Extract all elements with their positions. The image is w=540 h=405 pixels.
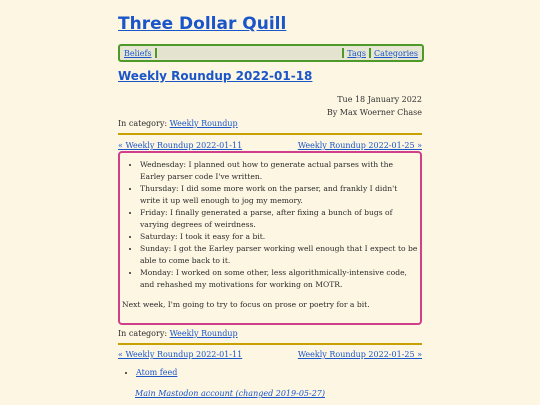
nav-divider — [342, 48, 344, 58]
nav-tags-link[interactable]: Tags — [347, 48, 366, 58]
list-item: • Wednesday: I planned out how to generate actual parses with the Earley parser code I've written. — [140, 159, 418, 183]
nav-spacer — [158, 48, 342, 58]
nav-bar — [118, 44, 424, 62]
post-pager-bottom — [118, 350, 422, 359]
category-link[interactable]: Weekly Roundup — [169, 119, 238, 128]
roundup-list — [122, 159, 418, 291]
divider-rule — [118, 343, 422, 345]
category-link[interactable]: Weekly Roundup — [169, 329, 238, 338]
category-label: In category: — [118, 329, 168, 338]
nav-beliefs-link[interactable]: Beliefs — [124, 48, 152, 58]
post-content — [118, 151, 422, 325]
list-item: • Sunday: I got the Earley parser working well enough that I expect to be able to come back to it. — [140, 243, 418, 267]
mastodon-link[interactable]: Main Mastodon account (changed 2019-05-27) — [135, 389, 325, 398]
divider-rule — [118, 133, 422, 135]
atom-feed-link[interactable]: Atom feed — [136, 368, 178, 377]
category-label: In category: — [118, 119, 168, 128]
prev-post-link[interactable]: « Weekly Roundup 2022-01-11 — [118, 141, 243, 150]
list-item: • Monday: I worked on some other, less algorithmically-intensive code, and rehashed my motivations for working on MOTR. — [140, 267, 418, 291]
post-date: Tue 18 January 2022 — [337, 95, 422, 104]
footer-links — [118, 368, 177, 377]
next-post-link[interactable]: Weekly Roundup 2022-01-25 » — [297, 350, 422, 359]
list-item: • Thursday: I did some more work on the parser, and frankly I didn't write it up well enough to jog my memory. — [140, 183, 418, 207]
post-pager-top — [118, 141, 422, 150]
nav-categories-link[interactable]: Categories — [374, 48, 418, 58]
nav-divider — [369, 48, 371, 58]
next-post-link[interactable]: Weekly Roundup 2022-01-25 » — [297, 141, 422, 150]
list-item — [136, 368, 177, 377]
closing-paragraph: Next week, I'm going to try to focus on prose or poetry for a bit. — [122, 300, 370, 309]
post-title-link[interactable]: Weekly Roundup 2022-01-18 — [118, 69, 313, 83]
list-item: • Saturday: I took it easy for a bit. — [140, 231, 418, 243]
nav-divider — [155, 48, 157, 58]
prev-post-link[interactable]: « Weekly Roundup 2022-01-11 — [118, 350, 243, 359]
site-title-link[interactable]: Three Dollar Quill — [118, 14, 287, 34]
list-item: • Friday: I finally generated a parse, after fixing a bunch of bugs of varying degrees of weirdness. — [140, 207, 418, 231]
category-line-bottom — [118, 329, 238, 338]
category-line-top — [118, 119, 238, 128]
post-author: By Max Woerner Chase — [326, 108, 422, 117]
